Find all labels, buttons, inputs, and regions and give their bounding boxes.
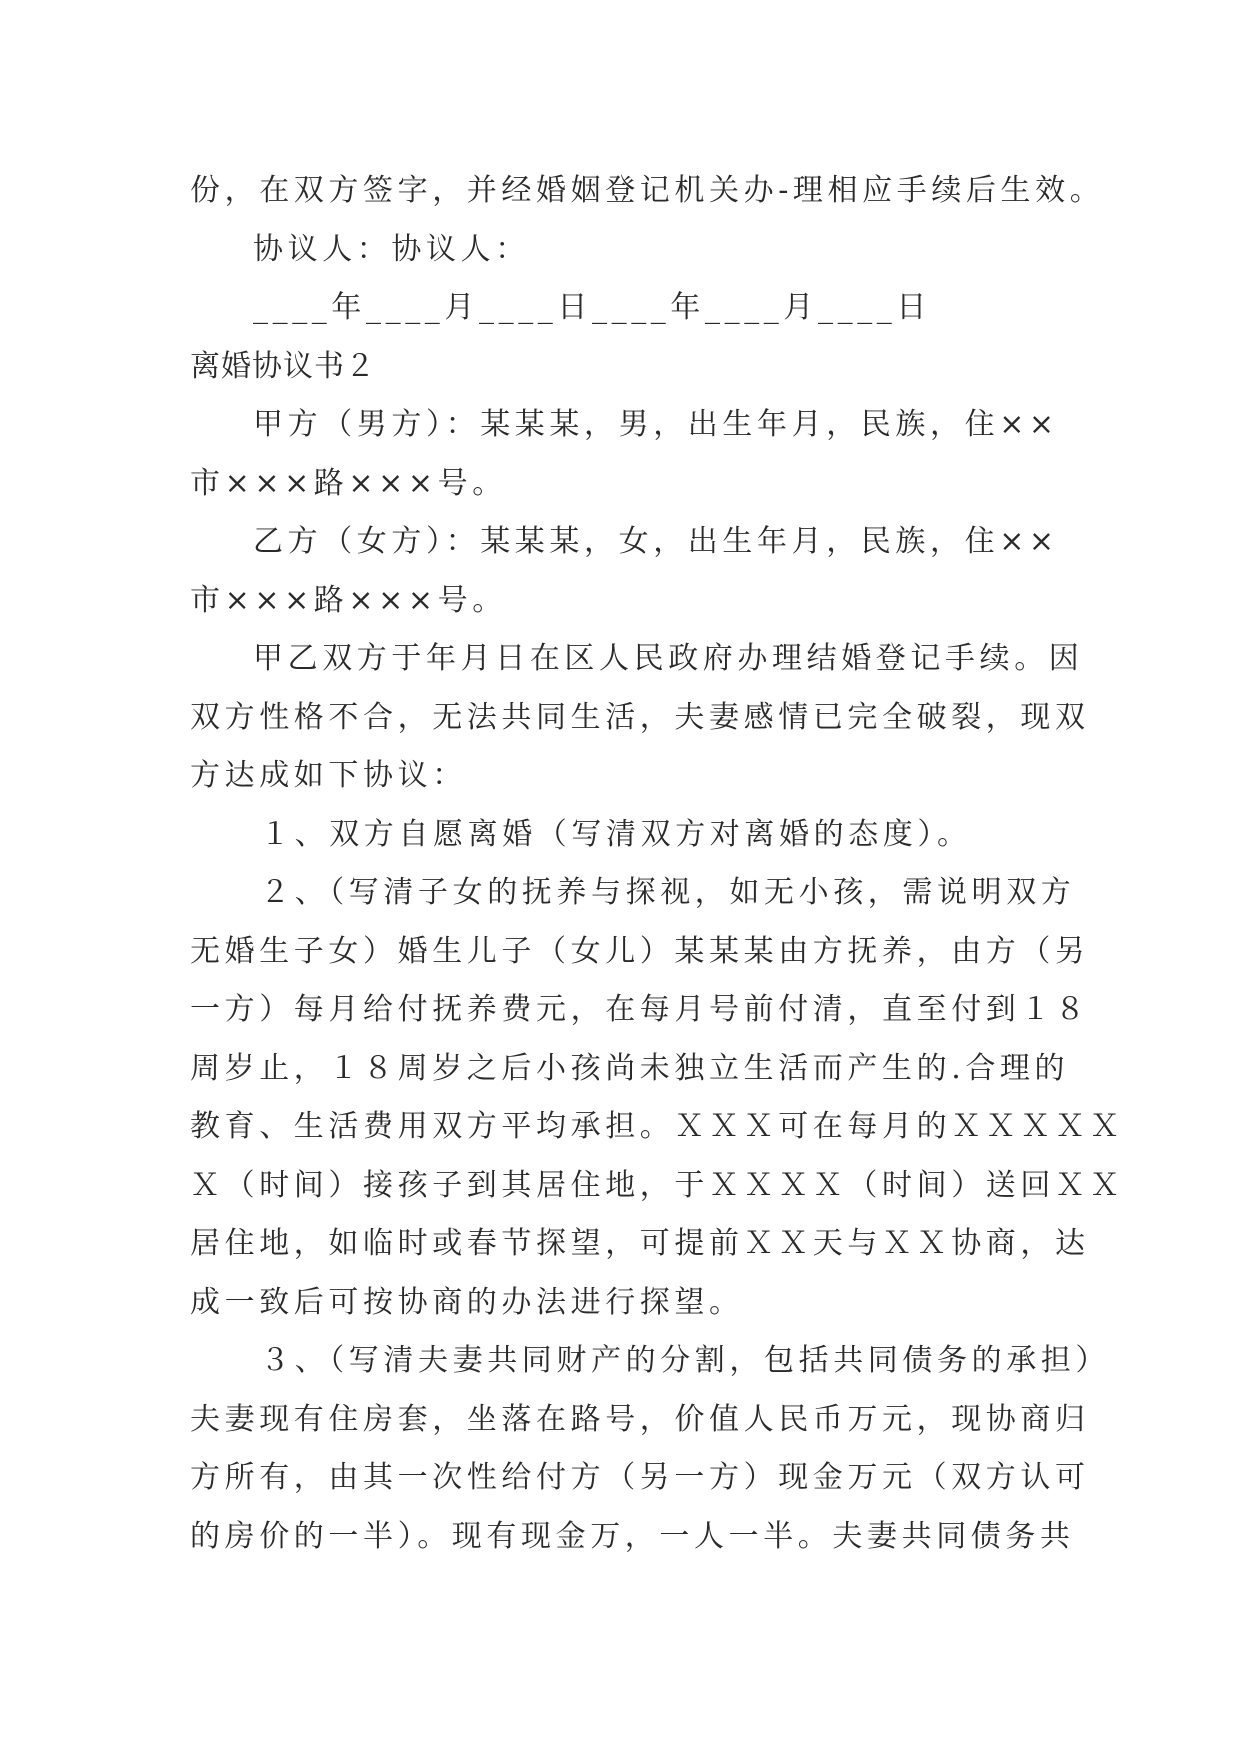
text-line: 方所有，由其一次性给付方（另一方）现金万元（双方认可 [190,1460,1090,1495]
preamble-line: 甲乙双方于年月日在区人民政府办理结婚登记手续。因 [253,641,1084,676]
text-line: 方达成如下协议： [190,758,467,793]
text-line: 市×××路×××号。 [190,465,507,501]
text-line: 成一致后可按协商的办法进行探望。 [190,1284,744,1320]
text-line: 居住地，如临时或春节探望，可提前ＸＸ天与ＸＸ协商，达 [190,1226,1090,1261]
clause-1: １、双方自愿离婚（写清双方对离婚的态度）。 [260,816,972,852]
text-line: 一方）每月给付抚养费元，在每月号前付清，直至付到１８ [190,992,1090,1027]
text-line: 市×××路×××号。 [190,582,507,618]
text-line: 份，在双方签字，并经婚姻登记机关办-理相应手续后生效。 [190,173,1105,208]
text-line: 周岁止，１８周岁之后小孩尚未独立生活而产生的.合理的 [190,1050,1070,1086]
document-body [190,162,1125,1566]
text-line: 教育、生活费用双方平均承担。ＸＸＸ可在每月的ＸＸＸＸＸ [190,1109,1125,1144]
party-b-line: 乙方（女方）：某某某，女，出生年月，民族，住×× [253,524,1059,559]
clause-2: ２、（写清子女的抚养与探视，如无小孩，需说明双方 [260,875,1076,910]
section-title: 离婚协议书２ [190,348,376,384]
text-line: 的房价的一半）。现有现金万，一人一半。夫妻共同债务共 [190,1518,1075,1554]
signatories-line: 协议人：协议人： [253,231,530,267]
clause-3: ３、（写清夫妻共同财产的分割，包括共同债务的承担） [260,1343,1110,1378]
text-line: Ｘ（时间）接孩子到其居住地，于ＸＸＸＸ（时间）送回ＸＸ [190,1167,1125,1203]
text-line: 双方性格不合，无法共同生活，夫妻感情已完全破裂，现双 [190,699,1090,735]
text-line: 无婚生子女）婚生儿子（女儿）某某某由方抚养，由方（另 [190,933,1090,969]
text-line: 夫妻现有住房套，坐落在路号，价值人民币万元，现协商归 [190,1401,1090,1437]
party-a-line: 甲方（男方）：某某某，男，出生年月，民族，住×× [253,407,1059,442]
date-line: ____年____月____日____年____月____日 [253,290,931,325]
